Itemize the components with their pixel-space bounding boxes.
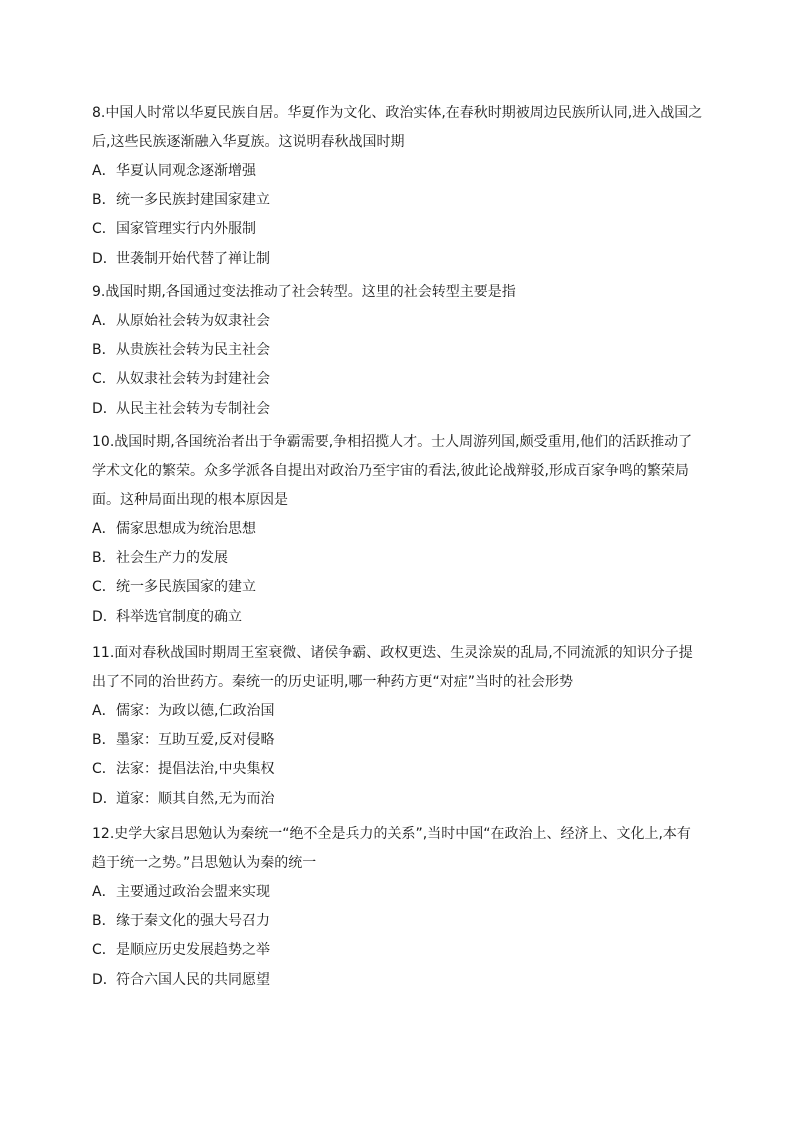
- option-b: [92, 544, 704, 573]
- option-text: 科举选官制度的确立: [116, 608, 242, 625]
- option-text: 符合六国人民的共同愿望: [116, 971, 270, 988]
- option-text: 儒家思想成为统治思想: [116, 521, 256, 537]
- option-text: 从民主社会转为专制社会: [116, 400, 270, 417]
- option-letter: C．: [92, 371, 116, 388]
- option-text: 道家：顺其自然,无为而治: [116, 790, 275, 807]
- question-9: [92, 278, 704, 424]
- option-a: [92, 307, 704, 336]
- question-12: [92, 820, 704, 995]
- option-d: [92, 395, 704, 424]
- option-text: 国家管理实行内外服制: [116, 221, 256, 238]
- question-stem: 9.战国时期,各国通过变法推动了社会转型。这里的社会转型主要是指: [92, 284, 516, 300]
- option-c: [92, 215, 704, 244]
- option-a: [92, 515, 704, 544]
- option-c: [92, 365, 704, 394]
- question-8: [92, 99, 704, 274]
- question-stem: 11.面对春秋战国时期周王室衰微、诸侯争霸、政权更迭、生灵涂炭的乱局,不同流派的知识分子提出了不同的治世药方。秦统一的历史证明,哪一种药方更“对症”当时的社会形势: [92, 645, 693, 690]
- option-letter: C．: [92, 761, 116, 778]
- option-d: [92, 785, 704, 814]
- option-letter: B．: [92, 913, 116, 930]
- option-text: 社会生产力的发展: [116, 550, 228, 567]
- option-c: [92, 936, 704, 965]
- option-letter: D．: [92, 250, 117, 267]
- question-stem: 12.史学大家吕思勉认为秦统一“绝不全是兵力的关系”,当时中国“在政治上、经济上、文化上,本有趋于统一之势。”吕思勉认为秦的统一: [92, 826, 691, 871]
- option-a: [92, 697, 704, 726]
- option-b: [92, 907, 704, 936]
- option-letter: B．: [92, 732, 116, 749]
- option-text: 华夏认同观念逐渐增强: [116, 163, 256, 179]
- option-a: [92, 157, 704, 186]
- option-d: [92, 966, 704, 995]
- question-11: [92, 639, 704, 814]
- question-stem: 10.战国时期,各国统治者出于争霸需要,争相招揽人才。士人周游列国,颇受重用,他们的活跃推动了学术文化的繁荣。众多学派各自提出对政治乃至宇宙的看法,彼此论战辩驳,形成百家争鸣的繁荣局面。这种局面出现的根本原因是: [92, 434, 693, 508]
- option-text: 统一多民族国家的建立: [116, 579, 256, 596]
- option-text: 从奴隶社会转为封建社会: [116, 371, 270, 388]
- option-b: [92, 186, 704, 215]
- option-text: 儒家：为政以德,仁政治国: [116, 703, 275, 719]
- option-d: [92, 245, 704, 274]
- option-letter: C．: [92, 942, 116, 959]
- option-b: [92, 336, 704, 365]
- question-10: [92, 428, 704, 632]
- option-text: 主要通过政治会盟来实现: [116, 884, 270, 900]
- option-letter: D．: [92, 971, 117, 988]
- option-a: [92, 878, 704, 907]
- option-b: [92, 726, 704, 755]
- option-letter: A．: [92, 703, 116, 719]
- option-letter: D．: [92, 790, 117, 807]
- option-letter: D．: [92, 400, 117, 417]
- option-text: 是顺应历史发展趋势之举: [116, 942, 270, 959]
- option-letter: C．: [92, 579, 116, 596]
- option-letter: A．: [92, 313, 116, 329]
- option-text: 墨家：互助互爱,反对侵略: [116, 732, 275, 749]
- option-letter: B．: [92, 192, 116, 209]
- option-letter: B．: [92, 550, 116, 567]
- option-letter: A．: [92, 163, 116, 179]
- option-c: [92, 755, 704, 784]
- option-letter: C．: [92, 221, 116, 238]
- option-text: 从原始社会转为奴隶社会: [116, 313, 270, 329]
- option-letter: D．: [92, 608, 117, 625]
- option-letter: A．: [92, 884, 116, 900]
- option-d: [92, 603, 704, 632]
- option-text: 世袭制开始代替了禅让制: [116, 250, 270, 267]
- option-text: 统一多民族封建国家建立: [116, 192, 270, 209]
- option-letter: B．: [92, 342, 116, 359]
- option-c: [92, 573, 704, 602]
- option-letter: A．: [92, 521, 116, 537]
- option-text: 缘于秦文化的强大号召力: [116, 913, 270, 930]
- option-text: 从贵族社会转为民主社会: [116, 342, 270, 359]
- option-text: 法家：提倡法治,中央集权: [116, 761, 275, 778]
- question-stem: 8.中国人时常以华夏民族自居。华夏作为文化、政治实体,在春秋时期被周边民族所认同,进入战国之后,这些民族逐渐融入华夏族。这说明春秋战国时期: [92, 105, 703, 150]
